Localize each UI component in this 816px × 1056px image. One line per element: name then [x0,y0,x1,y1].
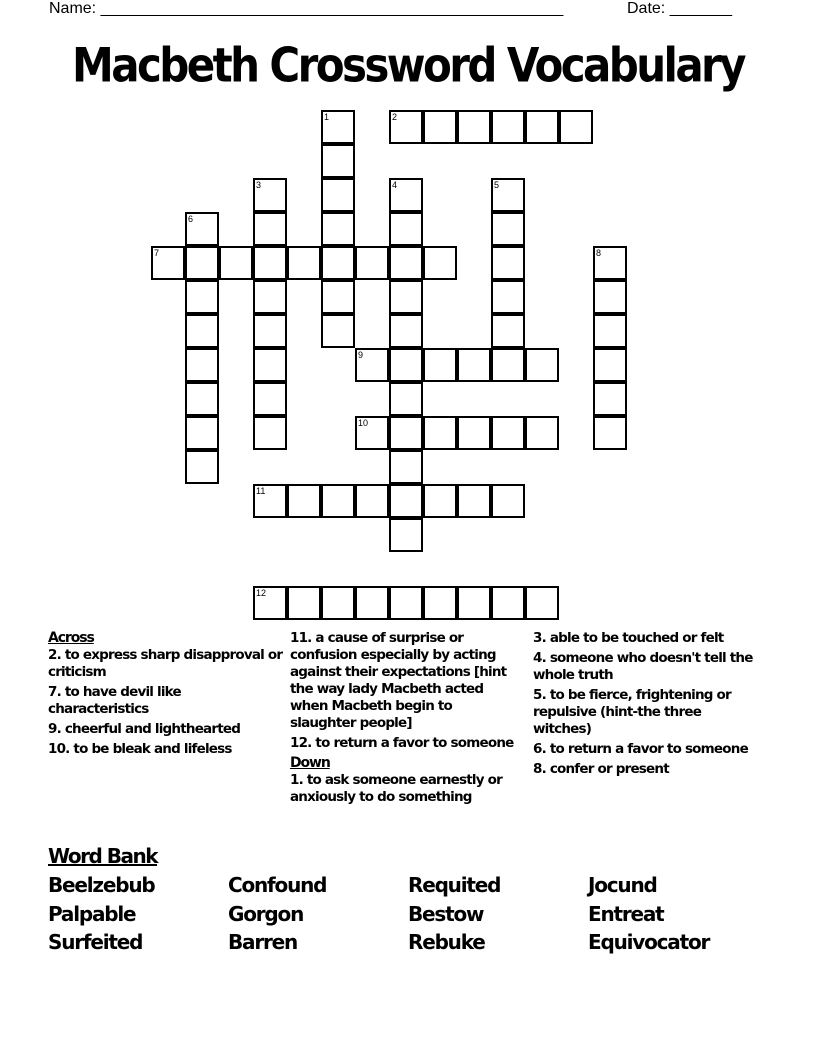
clue-down-4: 4. someone who doesn't tell the whole truth [533,650,753,683]
word-bank-word: Bestow [408,902,484,926]
crossword-cell[interactable] [491,212,525,246]
crossword-cell[interactable] [593,314,627,348]
clue-number: 2 [392,112,398,122]
crossword-cell[interactable] [355,416,389,450]
crossword-cell[interactable] [525,110,559,144]
clue-number: 11 [256,486,266,496]
crossword-cell[interactable] [593,246,627,280]
crossword-cell[interactable] [389,586,423,620]
word-bank-word: Equivocator [588,930,710,954]
crossword-cell[interactable] [185,382,219,416]
crossword-cell[interactable] [457,416,491,450]
crossword-cell[interactable] [321,484,355,518]
across-heading: Across [48,630,94,646]
name-field-label: Name: ____________________________________________________ [49,0,564,17]
word-bank-word: Beelzebub [48,873,155,897]
crossword-cell[interactable] [389,178,423,212]
clue-number: 5 [494,180,500,190]
clue-across-10: 10. to be bleak and lifeless [48,741,232,757]
clue-number: 7 [154,248,160,258]
crossword-cell[interactable] [593,280,627,314]
crossword-cell[interactable] [151,246,185,280]
clue-number: 10 [358,418,369,428]
crossword-cell[interactable] [253,484,287,518]
crossword-cell[interactable] [287,484,321,518]
crossword-cell[interactable] [491,110,525,144]
crossword-cell[interactable] [185,314,219,348]
clue-down-6: 6. to return a favor to someone [533,741,748,757]
crossword-cell[interactable] [253,382,287,416]
clue-number: 12 [256,588,267,598]
crossword-cell[interactable] [389,348,423,382]
clue-number: 9 [358,350,364,360]
crossword-cell[interactable] [321,246,355,280]
crossword-cell[interactable] [491,314,525,348]
crossword-cell[interactable] [423,246,457,280]
crossword-cell[interactable] [287,246,321,280]
crossword-cell[interactable] [253,246,287,280]
crossword-cell[interactable] [389,484,423,518]
crossword-cell[interactable] [491,246,525,280]
crossword-cell[interactable] [389,382,423,416]
clue-down-8: 8. confer or present [533,761,669,777]
crossword-cell[interactable] [423,586,457,620]
crossword-cell[interactable] [287,586,321,620]
crossword-cell[interactable] [389,416,423,450]
crossword-cell[interactable] [355,484,389,518]
crossword-cell[interactable] [219,246,253,280]
crossword-cell[interactable] [253,416,287,450]
date-field-label: Date: _______ [627,0,732,17]
crossword-cell[interactable] [593,348,627,382]
clue-number: 8 [596,248,602,258]
crossword-cell[interactable] [253,586,287,620]
crossword-cell[interactable] [355,246,389,280]
crossword-cell[interactable] [457,348,491,382]
clues-column-3 [533,630,758,781]
crossword-cell[interactable] [253,348,287,382]
clue-across-2: 2. to express sharp disapproval or criticism [48,647,283,680]
crossword-cell[interactable] [389,314,423,348]
crossword-cell[interactable] [185,416,219,450]
crossword-cell[interactable] [491,416,525,450]
clue-down-5: 5. to be fierce, frightening or repulsive (hint-the three witches) [533,687,731,737]
clues-column-2 [290,630,520,809]
clue-number: 4 [392,180,398,190]
crossword-cell[interactable] [525,348,559,382]
crossword-cell[interactable] [321,212,355,246]
crossword-cell[interactable] [253,280,287,314]
crossword-cell[interactable] [457,484,491,518]
crossword-cell[interactable] [253,314,287,348]
clue-down-1: 1. to ask someone earnestly or anxiously to do something [290,772,502,805]
crossword-cell[interactable] [355,348,389,382]
crossword-cell[interactable] [185,348,219,382]
clue-down-3: 3. able to be touched or felt [533,630,724,646]
crossword-cell[interactable] [185,212,219,246]
down-heading: Down [290,755,330,771]
crossword-cell[interactable] [423,484,457,518]
word-bank-word: Jocund [588,873,657,897]
clue-across-11: 11. a cause of surprise or confusion especially by acting against their expectations [hint the way lady Macbeth acted when Macbeth begin to slaughter people] [290,630,507,731]
word-bank-word: Confound [228,873,327,897]
crossword-cell[interactable] [491,586,525,620]
crossword-cell[interactable] [491,348,525,382]
crossword-cell[interactable] [423,416,457,450]
crossword-cell[interactable] [321,178,355,212]
crossword-cell[interactable] [253,212,287,246]
word-bank-word: Rebuke [408,930,485,954]
crossword-cell[interactable] [491,178,525,212]
crossword-cell[interactable] [185,450,219,484]
crossword-cell[interactable] [389,110,423,144]
crossword-cell[interactable] [423,110,457,144]
clue-across-9: 9. cheerful and lighthearted [48,721,241,737]
crossword-cell[interactable] [321,110,355,144]
word-bank-word: Gorgon [228,902,304,926]
crossword-cell[interactable] [185,280,219,314]
word-bank-word: Palpable [48,902,136,926]
crossword-cell[interactable] [423,348,457,382]
crossword-cell[interactable] [185,246,219,280]
crossword-cell[interactable] [457,110,491,144]
clue-number: 3 [256,180,262,190]
clues-column-1 [48,630,283,761]
crossword-cell[interactable] [525,586,559,620]
crossword-cell[interactable] [321,280,355,314]
crossword-cell[interactable] [355,586,389,620]
crossword-cell[interactable] [593,382,627,416]
crossword-cell[interactable] [389,246,423,280]
crossword-cell[interactable] [321,586,355,620]
crossword-cell[interactable] [321,144,355,178]
crossword-cell[interactable] [389,212,423,246]
crossword-cell[interactable] [389,450,423,484]
clue-across-7: 7. to have devil like characteristics [48,684,181,717]
word-bank-word: Barren [228,930,298,954]
crossword-cell[interactable] [389,280,423,314]
word-bank-word: Surfeited [48,930,143,954]
crossword-cell[interactable] [457,586,491,620]
crossword-cell[interactable] [491,280,525,314]
clue-across-12: 12. to return a favor to someone [290,735,514,751]
crossword-cell[interactable] [593,416,627,450]
crossword-cell[interactable] [491,484,525,518]
clue-number: 1 [324,112,330,122]
word-bank-word: Entreat [588,902,664,926]
crossword-cell[interactable] [559,110,593,144]
crossword-cell[interactable] [389,518,423,552]
clue-number: 6 [188,214,194,224]
word-bank-word: Requited [408,873,501,897]
crossword-cell[interactable] [321,314,355,348]
word-bank-title: Word Bank [48,844,158,868]
worksheet-title: Macbeth Crossword Vocabulary [72,38,744,93]
crossword-cell[interactable] [525,416,559,450]
crossword-cell[interactable] [253,178,287,212]
